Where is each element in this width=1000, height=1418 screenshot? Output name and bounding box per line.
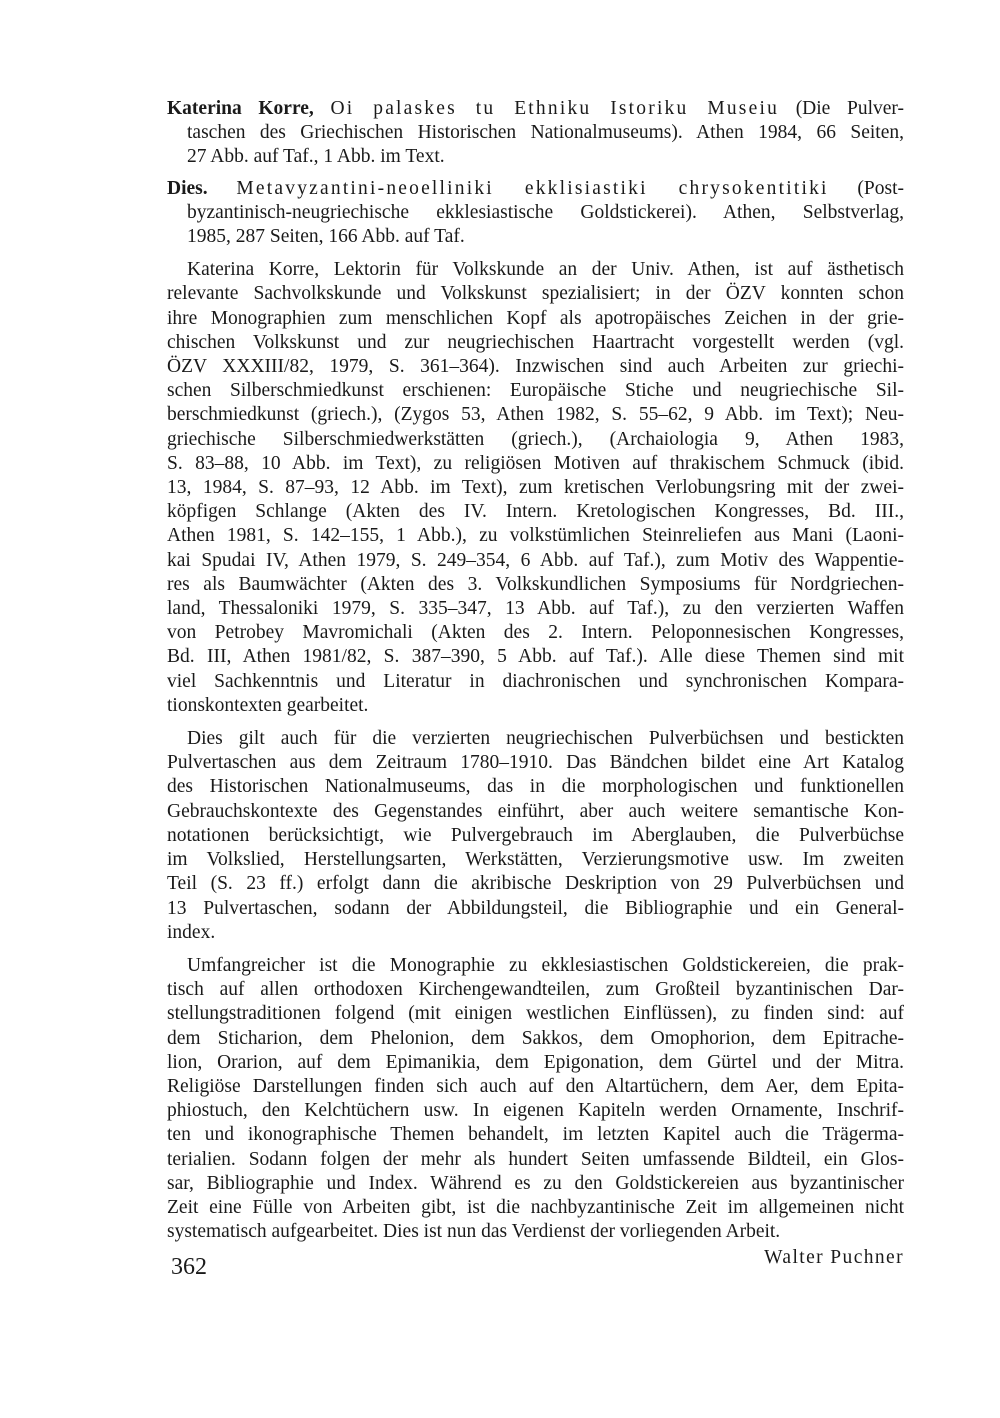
text-line: viel Sachkenntnis und Literatur in diachronischen und synchronischen Kompara-: [167, 670, 904, 692]
text-line: im Volkslied, Herstellungsarten, Werkstätten, Verzierungsmotive usw. Im zweiten: [167, 849, 904, 871]
text-line: terialien. Sodann folgen der mehr als hundert Seiten umfassende Bildteil, ein Glos-: [167, 1148, 904, 1170]
text-line: Umfangreicher ist die Monographie zu ekklesiastischen Goldstickereien, die prak-: [187, 954, 904, 976]
text-line: phiostuch, den Kelchtüchern usw. In eigenen Kapiteln werden Ornamente, Inschrif-: [167, 1100, 904, 1122]
text-line: systematisch aufgearbeitet. Dies ist nun das Verdienst der vorliegenden Arbeit.: [167, 1221, 781, 1243]
review-page: [167, 97, 904, 1271]
text-line: tionskontexten gearbeitet.: [167, 694, 369, 716]
text-line: schen Silberschmiedkunst erschienen: Europäische Stiche und neugriechische Sil-: [167, 380, 904, 402]
text-line: kai Spudai IV, Athen 1979, S. 249–354, 6 Abb. auf Taf.), zum Motiv des Wappentie-: [167, 549, 904, 571]
text-line: notationen berücksichtigt, wie Pulvergebrauch im Aberglauben, die Pulverbüchse: [167, 824, 904, 846]
text-line: Pulvertaschen aus dem Zeitraum 1780–1910. Das Bändchen bildet eine Art Katalog: [167, 752, 904, 774]
text-line: Dies gilt auch für die verzierten neugriechischen Pulverbüchsen und bestickten: [187, 728, 904, 750]
text-line: Religiöse Darstellungen finden sich auch auf den Altartüchern, dem Aer, dem Epita-: [167, 1075, 904, 1097]
text-line: lion, Orarion, auf dem Epimanikia, dem Epigonation, dem Gürtel und der Mitra.: [167, 1051, 904, 1073]
text-line: stellungstraditionen folgend (mit einigen westlichen Einflüssen), zu finden sind: auf: [167, 1003, 904, 1025]
review-paragraph: [167, 954, 904, 1244]
text-line: Gebrauchskontexte des Gegenstandes einführt, aber auch weitere semantische Kon-: [167, 800, 904, 822]
text-line: relevante Sachvolkskunde und Volkskunst spezialisiert; in der ÖZV konnten schon: [167, 283, 904, 305]
text-line: 13, 1984, S. 87–93, 12 Abb. im Text), zum kretischen Verlobungsring mit der zwei-: [167, 477, 904, 499]
entry-author: Katerina Korre,: [167, 98, 314, 119]
review-paragraph: [167, 727, 904, 945]
text-line: chischen Volkskunst und zur neugriechischen Haartracht vorgestellt werden (vgl.: [167, 331, 904, 353]
text-line: Zeit eine Fülle von Arbeiten gibt, ist die nachbyzantinische Zeit im allgemeinen nicht: [167, 1196, 904, 1218]
bibliography-entry: Katerina Korre, Oi palaskes tu Ethniku Istoriku Museiu (Die Pulver- taschen des Griechischen Historischen Nationalmuseums). Athen 1984, 66 Seiten, 27 Abb. auf Taf., 1 Abb. im Text.: [167, 98, 905, 168]
text-line: land, Thessaloniki 1979, S. 335–347, 13 Abb. auf Taf.), zu den verzierten Waffen: [167, 598, 904, 620]
entry-author: Dies.: [167, 177, 208, 199]
bibliography-entry: Dies. Metavyzantini-neoelliniki ekklisiastiki chrysokentitiki (Post- byzantinisch-neugriechische ekklesiastische Goldstickerei). Athen, Selbstverlag, 1985, 287 Seiten, 166 Abb. auf Taf.: [167, 177, 905, 248]
text-line: index.: [167, 921, 216, 943]
text-line: dem Sticharion, dem Phelonion, dem Sakkos, dem Omophorion, dem Epitrache-: [167, 1027, 904, 1049]
text-line: ten und ikonographische Themen behandelt, im letzten Kapitel auch die Trägerma-: [167, 1124, 904, 1146]
text-line: griechische Silberschmiedwerkstätten (griech.), (Archaiologia 9, Athen 1983,: [167, 428, 904, 450]
review-paragraph: [167, 258, 904, 718]
text-line: sar, Bibliographie und Index. Während es zu den Goldstickereien aus byzantinischer: [167, 1172, 904, 1194]
text-line: 13 Pulvertaschen, sodann der Abbildungsteil, die Bibliographie und ein General-: [167, 897, 904, 919]
text-line: tisch auf allen orthodoxen Kirchengewandteilen, zum Großteil byzantinischen Dar-: [167, 979, 904, 1001]
text-line: Bd. III, Athen 1981/82, S. 387–390, 5 Abb. auf Taf.). Alle diese Themen sind mit: [167, 646, 904, 668]
entry-title: Oi palaskes tu Ethniku Istoriku Museiu: [330, 98, 780, 119]
text-line: Athen 1981, S. 142–155, 1 Abb.), zu volkstümlichen Steinreliefen aus Mani (Laoni-: [167, 525, 904, 547]
text-line: res als Baumwächter (Akten des 3. Volkskundlichen Symposiums für Nordgriechen-: [167, 573, 904, 595]
text-line: köpfigen Schlange (Akten des IV. Intern. Kretologischen Kongresses, Bd. III.,: [167, 501, 904, 523]
text-line: berschmiedkunst (griech.), (Zygos 53, Athen 1982, S. 55–62, 9 Abb. im Text); Neu-: [167, 404, 904, 426]
text-line: des Historischen Nationalmuseums, das in die morphologischen und funktionellen: [167, 776, 904, 798]
page-number: 362: [171, 1254, 207, 1280]
text-line: Katerina Korre, Lektorin für Volkskunde an der Univ. Athen, ist auf ästhetisch: [187, 259, 904, 281]
text-line: ihre Monographien zum menschlichen Kopf als apotropäisches Zeichen in der grie-: [167, 307, 904, 329]
text-line: von Petrobey Mavromichali (Akten des 2. Intern. Peloponnesischen Kongresses,: [167, 622, 904, 644]
text-line: ÖZV XXXIII/82, 1979, S. 361–364). Inzwischen sind auch Arbeiten zur griechi-: [167, 356, 904, 378]
entry-title: Metavyzantini-neoelliniki ekklisiastiki chrysokentitiki: [236, 177, 829, 199]
reviewer-signature: Walter Puchner: [764, 1247, 904, 1269]
text-line: Teil (S. 23 ff.) erfolgt dann die akribische Deskription von 29 Pulverbüchsen und: [167, 873, 904, 895]
text-line: S. 83–88, 10 Abb. im Text), zu religiösen Motiven auf thrakischem Schmuck (ibid.: [167, 452, 904, 474]
